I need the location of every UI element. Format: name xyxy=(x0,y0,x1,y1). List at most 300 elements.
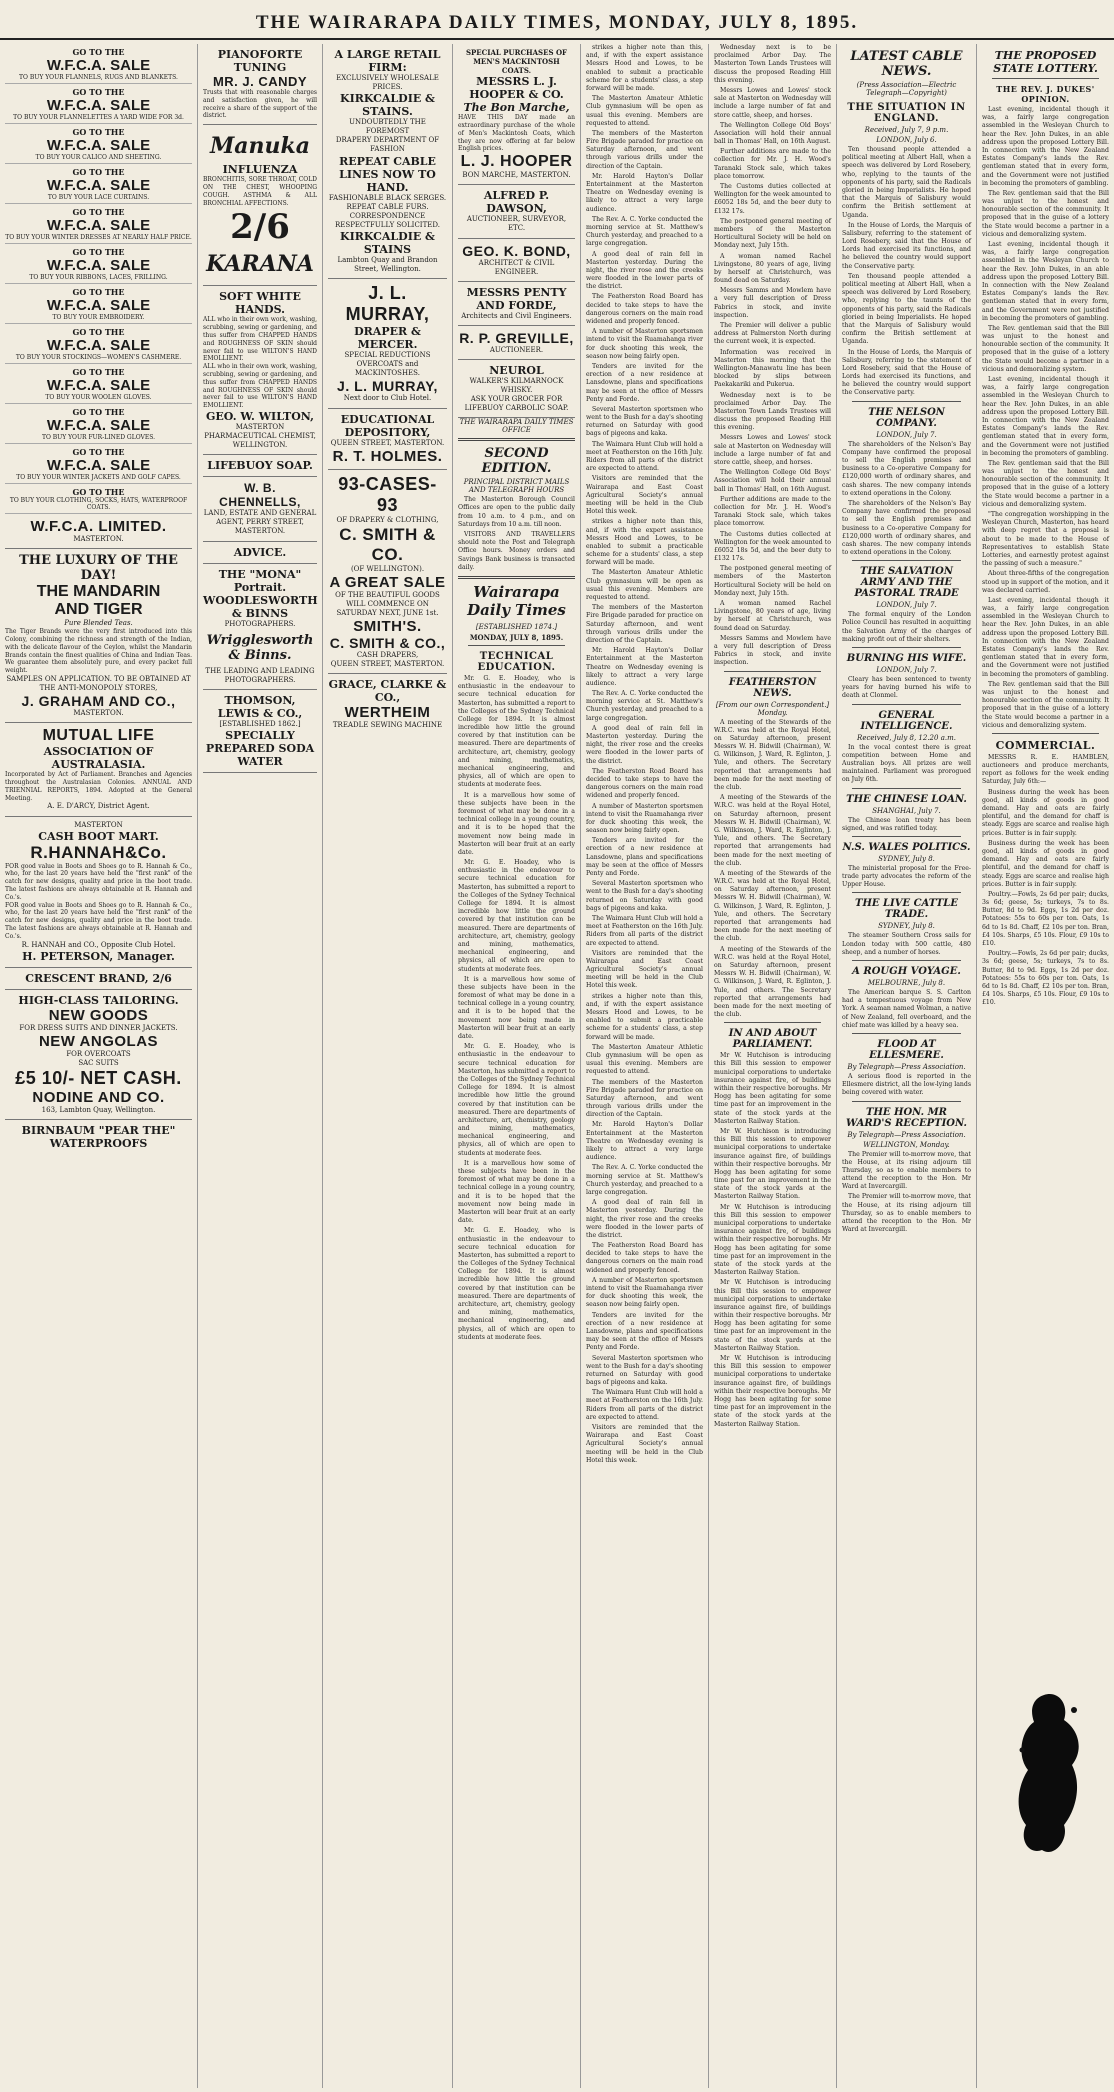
wfca-sale-block xyxy=(5,84,192,124)
article-paragraph: Further additions are made to the collection for Mr. J. H. Wood's Taranaki Stock sale, which takes place tomorrow. xyxy=(714,148,831,180)
second-edition-sub: PRINCIPAL DISTRICT MAILS AND TELEGRAPH HOURS xyxy=(463,478,570,495)
tea-samples: SAMPLES ON APPLICATION. TO BE OBTAINED AT xyxy=(6,674,191,683)
article-paragraph: Messrs Lowes and Lowes' stock sale at Masterton on Wednesday will include a large number of fat and store cattle, sheep, and horses. xyxy=(714,86,831,119)
wfca-sale-block xyxy=(5,364,192,404)
column-1 xyxy=(0,44,198,2088)
woodlesworth-sub: THE LEADING AND LEADING PHOTOGRAPHERS. xyxy=(205,666,315,684)
kirkcaldie-address: Lambton Quay and Brandon Street, Wellington. xyxy=(337,255,438,274)
photographers-label: PHOTOGRAPHERS. xyxy=(224,619,296,628)
ink-blot-stain xyxy=(1014,1690,1084,1860)
column-2 xyxy=(198,44,323,2088)
article-paragraph: A number of Masterton sportsmen intend to visit the Ruamahanga river for duck shooting this week, the season now being fairly open. xyxy=(586,328,703,360)
smith-ad xyxy=(328,470,447,675)
chinese-location: SHANGHAI, July 7. xyxy=(872,806,941,815)
sale-item-line: TO BUY YOUR FLANNELS, RUGS AND BLANKETS. xyxy=(19,74,178,81)
times-office: THE WAIRARAPA DAILY TIMES OFFICE xyxy=(459,418,574,435)
article-paragraph: The members of the Masterton Fire Brigade paraded for practice on Saturday afternoon, and went through various drills under the direction of the Captain. xyxy=(586,1078,703,1119)
neurol-ad xyxy=(458,360,575,418)
chennells-sub: LAND, ESTATE AND GENERAL AGENT, PERRY STREET, MASTERTON. xyxy=(203,509,317,536)
dawson-ad xyxy=(458,185,575,238)
article-paragraph: A woman named Rachel Livingstone, 80 years of age, living by herself at Christchurch, was found dead on Saturday. xyxy=(714,252,831,285)
article-paragraph: It is a marvellous how some of these subjects have been in the foremost of what may be done in a technical college in a young country, and it is to be hoped that the movement now being made in Masterton will bear fruit at an early date. xyxy=(458,1159,575,1225)
sale-item-line: TO BUY YOUR FUR-LINED GLOVES. xyxy=(41,434,156,441)
article-paragraph: Mr. G. E. Hoadey, who is enthusiastic in the endeavour to secure technical education for Masterton, has submitted a report to the Colleges of the Sydney Technical College for 1894. It is almost incredible how little the ground covered by that institution can be measured. There are departments of architecture, art, chemistry, geology and mining, mathematics, mechanical engineering, and physics, all of which are open to students at moderate fees. xyxy=(458,1043,575,1157)
sale-item-line: TO BUY YOUR WINTER DRESSES AT NEARLY HALF PRICE. xyxy=(5,234,192,241)
latest-cable-sub: (Press Association—Electric Telegraph—Copyright) xyxy=(856,81,957,97)
article-paragraph: The Masterton Amateur Athletic Club gymnasium will be open as usual this evening. Members are requested to attend. xyxy=(586,569,703,601)
sale-store-name: W.F.C.A. SALE xyxy=(46,257,151,274)
smith-sub: (OF WELLINGTON). xyxy=(350,564,425,573)
sale-goto-label: GO TO THE xyxy=(72,287,125,297)
wfca-sale-block xyxy=(5,124,192,164)
article-paragraph: The Masterton Amateur Athletic Club gymnasium will be open as usual this evening. Members are requested to attend. xyxy=(586,1043,703,1076)
article-paragraph: A good deal of rain fell in Masterton yesterday. During the night, the river rose and the creeks were flooded in the lower parts of the district. xyxy=(586,1199,703,1239)
thomson-name: THOMSON, LEWIS & CO., xyxy=(217,693,303,720)
manuka-price: 2/6 xyxy=(230,207,290,248)
kirkcaldie-name-2: KIRKCALDIE & STAINS xyxy=(340,229,435,256)
article-paragraph: Information was received in Masterton this morning that the Wellington-Manawatu line has been blocked by slips between Paekakariki and Pukerua. xyxy=(714,348,831,389)
greville-ad xyxy=(458,326,575,360)
commercial-heading: COMMERCIAL. xyxy=(995,738,1096,752)
article-paragraph: The Featherston Road Board has decided to take steps to have the dangerous corners on the main road widened and properly fenced. xyxy=(586,293,703,325)
dukes-heading: THE REV. J. DUKES' OPINION. xyxy=(996,84,1095,104)
sewing-machine: TREADLE SEWING MACHINE xyxy=(332,721,443,730)
grace-ad xyxy=(328,674,447,734)
article-paragraph: Poultry.—Fowls, 2s 6d per pair; ducks, 3s 6d; geese, 5s; turkeys, 7s to 8s. Butter, 8d to 9d. Eggs, 1s 2d per doz. Potatoes: 55s to 60s per ton. Oats, 1s 6d to 1s 8d. Chaff, £2 10s per ton. Bran, £4 10s. Sharps, £5 10s. Flour, £9 10s to £10. xyxy=(982,890,1109,947)
kirkcaldie-name: KIRKCALDIE & STAINS. xyxy=(340,92,435,119)
sale-goto-label: GO TO THE xyxy=(72,47,125,57)
article-paragraph: VISITORS AND TRAVELLERS should note the Post and Telegraph Office hours. Money orders and Savings Bank business is transacted daily. xyxy=(458,531,575,571)
situation-location: LONDON, July 6. xyxy=(876,136,937,144)
article-paragraph: Mr. Harold Hayton's Dollar Entertainment at the Masterton Theatre on Wednesday evening is likely to attract a very large audience. xyxy=(586,647,703,687)
piano-ad xyxy=(203,44,317,125)
murray-address: Next door to Club Hotel. xyxy=(343,394,432,403)
established: [ESTABLISHED 1874.] xyxy=(475,622,558,631)
woodlesworth-footer: Wrigglesworth & Binns. xyxy=(206,632,314,663)
bon-marche: The Bon Marche, xyxy=(463,101,570,115)
karana-logo: KARANA xyxy=(206,251,314,278)
wfca-sale-block xyxy=(5,444,192,484)
hooper-address: BON MARCHE, MASTERTON. xyxy=(462,171,571,180)
article-paragraph: strikes a higher note than this, and, if with the expert assistance Messrs Hood and Lowes, to be enabled to submit a practicable scheme for a students' class, a step forward will be made. xyxy=(586,44,703,92)
wilton-sub: MASTERTON PHARMACEUTICAL CHEMIST, WELLINGTON. xyxy=(204,422,316,450)
article-paragraph: A serious flood is reported in the Ellesmere district, all the low-lying lands being covered with water. xyxy=(842,1072,971,1097)
article-paragraph: In the House of Lords, the Marquis of Salisbury, referring to the statement of Lord Rosebery, said that the House of Lords had exercised its functions, and he believed the country would support the Conservative party. xyxy=(842,348,971,397)
article-paragraph: The Rev. A. C. Yorke conducted the morning service at St. Matthew's Church yesterday, and preached to a large congregation. xyxy=(586,690,703,722)
sale-store-name: W.F.C.A. SALE xyxy=(46,457,151,474)
influenza-label: INFLUENZA xyxy=(222,163,298,177)
lifebuoy-ad xyxy=(203,455,317,477)
smiths-label: SMITH'S. xyxy=(353,618,422,636)
dress-suits: FOR DRESS SUITS AND DINNER JACKETS. xyxy=(19,1023,178,1032)
ward-heading: THE HON. MR WARD'S RECEPTION. xyxy=(846,1106,967,1129)
educational-ad xyxy=(328,409,447,470)
article-paragraph: The Premier will deliver a public address at Palmerston North during the current week, it is expected. xyxy=(714,322,831,346)
article-paragraph: A number of Masterton sportsmen intend to visit the Ruamahanga river for duck shooting this week, the season now being fairly open. xyxy=(586,802,703,835)
piano-title: PIANOFORTE TUNING xyxy=(217,48,303,74)
whisky-name: WALKER'S KILMARNOCK WHISKY. xyxy=(469,376,564,395)
sale-store-name: W.F.C.A. SALE xyxy=(46,417,151,434)
mutual-life-body: Incorporated by Act of Parliament. Branches and Agencies throughout the Australasian Colonies. ANNUAL AND TRIENNIAL REPORTS, 1894. Adopted at the General Meeting. xyxy=(5,771,192,802)
article-paragraph: The members of the Masterton Fire Brigade paraded for practice on Saturday afternoon, and went through various drills under the direction of the Captain. xyxy=(586,129,703,170)
article-paragraph: Ten thousand people attended a political meeting at Albert Hall, when a speech was delivered by Lord Rosebery, who, replying to the taunts of the opponents of his party, said the Radicals gloried in being Imperialists. He hoped that the Marquis of Salisbury would confirm the British settlement at Uganda. xyxy=(842,272,971,346)
repeat-furs: REPEAT CABLE FURS. xyxy=(346,202,429,211)
manuka-ad xyxy=(203,125,317,286)
cases-headline: 93-CASES-93 xyxy=(338,473,437,515)
smith-cash-drapers: CASH DRAPERS, xyxy=(356,651,419,660)
sale-store-name: W.F.C.A. SALE xyxy=(46,337,151,354)
tailoring-title: HIGH-CLASS TAILORING. xyxy=(18,993,179,1007)
bond-sub: ARCHITECT & CIVIL ENGINEER. xyxy=(478,258,555,276)
wfca-sale-block xyxy=(5,204,192,244)
article-paragraph: strikes a higher note than this, and, if with the expert assistance Messrs Hood and Lowes, to be enabled to submit a practicable scheme for a students' class, a step forward will be made. xyxy=(586,992,703,1041)
sale-item-line: TO BUY YOUR WOOLEN GLOVES. xyxy=(45,394,152,401)
article-paragraph: Mr. Harold Hayton's Dollar Entertainment at the Masterton Theatre on Wednesday evening is likely to attract a very large audience. xyxy=(586,1121,703,1162)
candy-name: MR. J. CANDY xyxy=(212,74,308,89)
smith-address: QUEEN STREET, MASTERTON. xyxy=(330,660,445,669)
article-paragraph: Mr. G. E. Hoadey, who is enthusiastic in the endeavour to secure technical education for Masterton, has submitted a report to the Colleges of the Sydney Technical College for 1894. It is almost incredible how little the ground covered by that institution can be measured. There are departments of architecture, art, chemistry, geology and mining, mathematics, mechanical engineering, and physics, all of which are open to students at moderate fees. xyxy=(458,859,575,973)
sale-item-line: TO BUY YOUR FLANNELETTES A YARD WIDE FOR 3d. xyxy=(13,114,184,121)
tea-store: THE ANTI-MONOPOLY STORES, xyxy=(39,684,158,693)
mutual-life-title: MUTUAL LIFE xyxy=(42,727,155,745)
repeat-cable: REPEAT CABLE LINES NOW TO HAND. xyxy=(339,154,436,194)
tailoring-ad xyxy=(5,990,192,1120)
situation-heading: THE SITUATION IN ENGLAND. xyxy=(847,102,966,124)
sale-goto-label: GO TO THE xyxy=(72,207,125,217)
holmes-name: R. T. HOLMES. xyxy=(332,447,443,465)
general-date: Received, July 8, 12.20 a.m. xyxy=(857,733,956,742)
latest-cable-heading: LATEST CABLE NEWS. xyxy=(850,49,963,79)
burning-heading: BURNING HIS WIFE. xyxy=(846,653,967,664)
newspaper-title: THE WAIRARAPA DAILY TIMES, MONDAY, JULY 8, 1895. xyxy=(255,12,859,33)
article-paragraph: The Featherston Road Board has decided to take steps to have the dangerous corners on the main road widened and properly fenced. xyxy=(586,1242,703,1274)
article-paragraph: About three-fifths of the congregation stood up in support of the motion, and it was declared carried. xyxy=(982,570,1109,594)
article-paragraph: A good deal of rain fell in Masterton yesterday. During the night, the river rose and the creeks were flooded in the lower parts of the district. xyxy=(586,724,703,765)
wfca-sale-block xyxy=(5,244,192,284)
article-paragraph: Visitors are reminded that the Wairarapa and East Coast Agricultural Society's annual meeting will be held in the Club Hotel this week. xyxy=(586,949,703,990)
column-5 xyxy=(581,44,709,2088)
sale-item-line: TO BUY YOUR CALICO AND SHEETING. xyxy=(35,154,162,161)
article-paragraph: Mr. G. E. Hoadey, who is enthusiastic in the endeavour to secure technical education for Masterton, has submitted a report to the Colleges of the Sydney Technical College for 1894. It is almost incredible how little the ground covered by that institution can be measured. There are departments of architecture, art, chemistry, geology and mining, mathematics, mechanical engineering, and physics, all of which are open to students at moderate fees. xyxy=(458,1227,575,1341)
advice-title: ADVICE. xyxy=(233,545,287,559)
article-paragraph: The Premier will to-morrow move, that the House, at its rising adjourn till Thursday, so as to enable members to attend the reception to the Hon. Mr Ward at Invercargill. xyxy=(842,1150,971,1191)
article-paragraph: The ministerial proposal for the Free-trade party advocates the reform of the Upper House. xyxy=(842,864,971,889)
wfca-sale-block xyxy=(5,44,192,84)
hannah-contact: R. HANNAH and CO., Opposite Club Hotel. xyxy=(21,940,176,949)
article-paragraph: strikes a higher note than this, and, if with the expert assistance Messrs Hood and Lowes, to be enabled to submit a practicable scheme for a students' class, a step forward will be made. xyxy=(586,518,703,567)
manuka-logo: Manuka xyxy=(209,133,311,160)
tea-ad xyxy=(5,549,192,723)
parliament-heading: IN AND ABOUT PARLIAMENT. xyxy=(728,1028,817,1051)
article-paragraph: Business during the week has been good, all kinds of goods in good demand. Hay and oats are fairly plentiful, and the demand for chaff is steady. Eggs are scarce and realise high prices. Butter is in fair supply. xyxy=(982,839,1109,888)
tea-title-line2: AND TIGER xyxy=(54,601,143,619)
general-heading: GENERAL INTELLIGENCE. xyxy=(860,709,953,732)
hannah-body-repeat: FOR good value in Boots and Shoes go to R. Hannah & Co., who, for the last 20 years have held the "first rank" of the catch for new designs, quality and price in the boot trade. The latest fashions are always obtainable at R. Hannah and Co.'s. xyxy=(5,901,192,940)
tea-body: The Tiger Brands were the very first introduced into this Colony, combining the richness and strength of the Indian, with the delicate flavour of the Ceylon, whilst the Mandarin Brands contain the finest qualities of China and Indian Teas. We guarantee them absolutely pure, and every packet full weight. xyxy=(5,628,192,675)
soft-hands-body: ALL who in their own work, washing, scrubbing, sewing or gardening, and thus suffer from CHAPPED HANDS and ROUGHNESS OF SKIN should never fail to use WILTON'S HAND EMOLLIENT. xyxy=(203,316,317,363)
article-paragraph: Mr W. Hutchison is introducing this Bill this session to empower municipal corporations to undertake insurance against fire, of buildings within their respective boroughs. Mr Hogg has been agitating for some time past for an improvement in the state of the stock yards at the Masterton Railway Station. xyxy=(714,1279,831,1352)
woodlesworth-name: WOODLESWORTH & BINNS xyxy=(203,593,318,620)
column-4 xyxy=(453,44,581,2088)
chennells-name: W. B. CHENNELLS, xyxy=(219,481,301,510)
lifebuoy-title: LIFEBUOY SOAP. xyxy=(207,459,313,473)
beautiful-goods: OF THE BEAUTIFUL GOODS WILL COMMENCE ON SATURDAY NEXT, JUNE 1st. xyxy=(335,590,440,617)
article-paragraph: The Wellington College Old Boys' Association will hold their annual ball in Thomas' Hall, on 16th August. xyxy=(714,121,831,146)
article-paragraph: Poultry.—Fowls, 2s 6d per pair; ducks, 3s 6d; geese, 5s; turkeys, 7s to 8s. Butter, 8d to 9d. Eggs, 1s 2d per doz. Potatoes: 55s to 60s per ton. Oats, 1s 6d to 1s 8d. Chaff, £2 10s per ton. Bran, £4 10s. Sharps, £5 10s. Flour, £9 10s to £10. xyxy=(982,950,1109,1007)
article-paragraph: The formal enquiry of the London Police Council has resulted in acquitting the Salvation Army of the charges of making profit out of their shelters. xyxy=(842,611,971,643)
article-paragraph: Mr W. Hutchison is introducing this Bill this session to empower municipal corporations to undertake insurance against fire, of buildings within their respective boroughs. Mr Hogg has been agitating for some time past for an improvement in the state of the stock yards at the Masterton Railway Station. xyxy=(714,1127,831,1201)
nodine-name: NODINE AND CO. xyxy=(32,1088,165,1106)
murray-draper: DRAPER & MERCER. xyxy=(354,325,421,352)
chinese-heading: THE CHINESE LOAN. xyxy=(846,793,967,805)
article-paragraph: A good deal of rain fell in Masterton yesterday. During the night, the river rose and the creeks were flooded in the lower parts of the district. xyxy=(586,250,703,291)
great-sale: A GREAT SALE xyxy=(329,573,446,591)
sale-item-line: TO BUY YOUR STOCKINGS—WOMEN'S CASHMERE. xyxy=(15,354,182,361)
featherston-sub: [From our own Correspondent.] Monday. xyxy=(715,700,830,717)
wfca-limited-ad xyxy=(5,514,192,549)
wilton-name: GEO. W. WILTON, xyxy=(206,409,314,423)
sale-item-line: TO BUY YOUR CLOTHING, SOCKS, HATS, WATERPROOF COATS. xyxy=(9,497,188,511)
sale-goto-label: GO TO THE xyxy=(72,87,125,97)
crescent-brand: CRESCENT BRAND, 2/6 xyxy=(25,971,172,985)
article-paragraph: In the vocal contest there is great competition between Home and Australian boys. All prizes are well maintained. Parliament was prorogued on July 6th. xyxy=(842,743,971,784)
sac-suits-price: £5 10/- NET CASH. xyxy=(15,1067,182,1088)
murray-overcoats: OVERCOATS and MACKINTOSHES. xyxy=(355,360,420,378)
mona-ad xyxy=(203,564,317,690)
sale-goto-label: GO TO THE xyxy=(72,487,125,497)
article-paragraph: Tenders are invited for the erection of a new residence at Lansdowne, plans and specifications may be seen at the office of Messrs Penty and Forde. xyxy=(586,1311,703,1352)
article-paragraph: The Rev. A. C. Yorke conducted the morning service at St. Matthew's Church yesterday, and preached to a large congregation. xyxy=(586,1164,703,1196)
sale-item-line: TO BUY YOUR RIBBONS, LACES, FRILLING. xyxy=(29,274,168,281)
article-paragraph: The Masterton Amateur Athletic Club gymnasium will be open as usual this evening. Members are requested to attend. xyxy=(586,95,703,127)
article-paragraph: The Waimara Hunt Club will hold a meet at Featherston on the 16th July. Riders from all parts of the district are expected to attend. xyxy=(586,914,703,947)
article-paragraph: The Rev. gentleman said that the Bill was unjust to the honest and honourable section of the community. It proposed that in the guise of a lottery the State would become a partner in a vicious and demoralizing system. xyxy=(982,324,1109,373)
article-paragraph: The Waimara Hunt Club will hold a meet at Featherston on the 16th July. Riders from all parts of the district are expected to attend. xyxy=(586,1389,703,1421)
soft-hands-body-repeat: ALL who in their own work, washing, scrubbing, sewing or gardening, and thus suffer from CHAPPED HANDS and ROUGHNESS OF SKIN should never fail to use WILTON'S HAND EMOLLIENT. xyxy=(203,363,317,410)
article-paragraph: Last evening, incidental though it was, a fairly large congregation assembled in the Wesleyan Church to hear the Rev. John Dukes, in an able address upon the proposed Lottery Bill. In connection with the New Zealand Estates Company's lands the Rev. gentleman stated that in every form, and the Government were not justified in becoming the promoters of gambling. xyxy=(982,241,1109,322)
soft-hands-title: SOFT WHITE HANDS. xyxy=(219,290,301,317)
voyage-location: MELBOURNE, July 8. xyxy=(867,979,946,987)
sale-goto-label: GO TO THE xyxy=(72,407,125,417)
article-paragraph: It is a marvellous how some of these subjects have been in the foremost of what may be done in a technical college in a young country, and it is to be hoped that the movement now being made in Masterton will bear fruit at an early date. xyxy=(458,791,575,856)
sale-goto-label: GO TO THE xyxy=(72,447,125,457)
cattle-heading: THE LIVE CATTLE TRADE. xyxy=(855,898,958,921)
second-edition: SECOND EDITION. xyxy=(481,446,552,477)
penty-ad xyxy=(458,282,575,326)
birnbaum-ad xyxy=(5,1120,192,1154)
graham-name: J. GRAHAM AND CO., xyxy=(21,693,176,710)
dawson-sub: AUCTIONEER, SURVEYOR, ETC. xyxy=(466,215,567,233)
article-paragraph: Several Masterton sportsmen who went to the Bush for a day's shooting returned on Saturday with good bags of pigeons and kaka. xyxy=(586,880,703,912)
greville-name: R. P. GREVILLE, xyxy=(459,329,574,346)
nelson-location: LONDON, July 7. xyxy=(876,430,937,439)
flood-heading: FLOOD AT ELLESMERE. xyxy=(869,1038,944,1061)
wfca-sale-block xyxy=(5,164,192,204)
neurol-name: NEUROL xyxy=(489,363,544,377)
educational-title: EDUCATIONAL DEPOSITORY, xyxy=(340,412,435,439)
article-paragraph: Wednesday next is to be proclaimed Arbor Day. The Masterton Town Lands Trustees will discuss the proposed Reading Hill this evening. xyxy=(714,44,831,84)
sale-store-name: W.F.C.A. SALE xyxy=(46,377,151,394)
article-paragraph: "The congregation worshipping in the Wesleyan Church, Masterton, has heard with deep regret that a proposal is about to be made to the House of Representatives to establish State Lotteries, and earnestly protest against the passing of such a measure." xyxy=(982,511,1109,568)
nodine-address: 163, Lambton Quay, Wellington. xyxy=(41,1105,156,1114)
birnbaum-title: BIRNBAUM "PEAR THE" WATERPROOFS xyxy=(21,1124,176,1151)
article-paragraph: It is a marvellous how some of these subjects have been in the foremost of what may be done in a technical college in a young country, and it is to be hoped that the movement now being made in Masterton will bear fruit at an early date. xyxy=(458,975,575,1041)
article-paragraph: Ten thousand people attended a political meeting at Albert Hall, when a speech was delivered by Lord Rosebery, who, replying to the taunts of the opponents of his party, said the Radicals gloried in being Imperialists. He hoped that the Marquis of Salisbury would confirm the British settlement at Uganda. xyxy=(842,146,971,219)
article-paragraph: The Rev. A. C. Yorke conducted the morning service at St. Matthew's Church yesterday, and preached to a large congregation. xyxy=(586,215,703,248)
correspondence: CORRESPONDENCE RESPECTFULLY SOLICITED. xyxy=(335,211,440,229)
issue-date: MONDAY, JULY 8, 1895. xyxy=(469,632,564,642)
article-paragraph: The postponed general meeting of members of the Masterton Horticultural Society will be held on Monday next, July 15th. xyxy=(714,565,831,597)
educational-address: QUEEN STREET, MASTERTON. xyxy=(330,438,445,447)
soft-hands-ad xyxy=(203,286,317,455)
large-retail: A LARGE RETAIL FIRM: xyxy=(334,48,441,74)
article-paragraph: Cleary has been sentenced to twenty years for having burned his wife to death at Clonmel. xyxy=(842,676,971,700)
grace-name: GRACE, CLARKE & CO., xyxy=(328,678,447,705)
article-paragraph: The Customs duties collected at Wellington for the week amounted to £6052 18s 5d, and the beer duty to £132 17s. xyxy=(714,183,831,215)
crescent-ad xyxy=(5,968,192,990)
wfca-sale-block xyxy=(5,284,192,324)
article-paragraph: The members of the Masterton Fire Brigade paraded for practice on Saturday afternoon, and went through various drills under the direction of the Captain. xyxy=(586,604,703,644)
sale-goto-label: GO TO THE xyxy=(72,247,125,257)
article-paragraph: In the House of Lords, the Marquis of Salisbury, referring to the statement of Lord Rosebery, said that the House of Lords had exercised its functions, and he believed the country would support the Conservative party. xyxy=(842,221,971,270)
kirkcaldie-ad xyxy=(328,44,447,279)
article-paragraph: Several Masterton sportsmen who went to the Bush for a day's shooting returned on Saturday with good bags of pigeons and kaka. xyxy=(586,405,703,438)
wfca-sale-block xyxy=(5,484,192,514)
hannah-body: FOR good value in Boots and Shoes go to R. Hannah & Co., who, for the last 20 years have held the "first rank" of the catch for new designs, quality and price in the boot trade. The latest fashions are always obtainable at R. Hannah and Co.'s. xyxy=(5,862,192,901)
undoubtedly: UNDOUBTEDLY THE FOREMOST xyxy=(349,118,426,136)
sale-store-name: W.F.C.A. SALE xyxy=(46,297,151,314)
hannah-title: CASH BOOT MART. xyxy=(38,829,159,843)
new-goods: NEW GOODS xyxy=(48,1006,149,1024)
thomson-ad xyxy=(203,690,317,773)
sale-store-name: W.F.C.A. SALE xyxy=(46,137,151,154)
hannah-ad xyxy=(5,817,192,968)
sale-goto-label: GO TO THE xyxy=(72,367,125,377)
sale-store-name: W.F.C.A. SALE xyxy=(46,217,151,234)
wfca-limited-town: MASTERTON. xyxy=(73,535,124,543)
bond-ad xyxy=(458,239,575,282)
article-paragraph: The American barque S. S. Carlton had a tempestuous voyage from New York. A seaman named Wolman, a native of New Zealand, fell overboard, and the chief mate was killed by a heavy sea. xyxy=(842,989,971,1029)
article-paragraph: The Premier will to-morrow move, that the House, at its rising adjourn till Thursday, so as to enable members to attend the reception to the Hon. Mr Ward at Invercargill. xyxy=(842,1193,971,1234)
burning-location: LONDON, July 7. xyxy=(876,666,937,674)
article-paragraph: Tenders are invited for the erection of a new residence at Lansdowne, plans and specifications may be seen at the office of Messrs Penty and Forde. xyxy=(586,837,703,877)
masthead xyxy=(0,0,1114,40)
sac-suits: SAC SUITS xyxy=(78,1058,119,1067)
article-paragraph: MESSRS R. E. HAMBLEN, auctioneers and produce merchants, report as follows for the week ending Saturday, July 6th:— xyxy=(982,753,1109,786)
nelson-heading: THE NELSON COMPANY. xyxy=(868,406,945,429)
column-7 xyxy=(837,44,977,2088)
flood-sub: By Telegraph—Press Association. xyxy=(847,1062,966,1071)
ward-location: WELLINGTON, Monday. xyxy=(863,1140,950,1149)
article-paragraph: Visitors are reminded that the Wairarapa and East Coast Agricultural Society's annual meeting will be held in the Club Hotel this week. xyxy=(586,475,703,516)
hannah-manager: H. PETERSON, Manager. xyxy=(22,949,175,963)
article-paragraph: The Waimara Hunt Club will hold a meet at Featherston on the 16th July. Riders from all parts of the district are expected to attend. xyxy=(586,440,703,473)
article-paragraph: Last evening, incidental though it was, a fairly large congregation assembled in the Wesleyan Church to hear the Rev. John Dukes, in an able address upon the proposed Lottery Bill. In connection with the New Zealand Estates Company's lands the Rev. gentleman stated that in every form, and the Government were not justified in becoming the promoters of gambling. xyxy=(982,106,1109,187)
article-paragraph: Mr. G. E. Hoadey, who is enthusiastic in the endeavour to secure technical education for Masterton, has submitted a report to the Colleges of the Sydney Technical College for 1894. It is almost incredible how little the ground covered by that institution can be measured. There are departments of architecture, art, chemistry, geology and mining, mathematics, mechanical engineering, and physics, all of which are open to students at moderate fees. xyxy=(458,674,575,789)
article-paragraph: A meeting of the Stewards of the W.R.C. was held at the Royal Hotel, on Saturday afternoon, present Messrs W. H. Bidwill (Chairman), W. G. Wilkinson, J. Ward, R. Eglinton, J. Yule, and others. The Secretary reported that arrangements had been made for the next meeting of the club. xyxy=(714,718,831,791)
greville-sub: AUCTIONEER. xyxy=(489,345,544,354)
murray-name-2: J. L. MURRAY, xyxy=(337,378,438,395)
thomson-est: [ESTABLISHED 1862.] xyxy=(219,719,301,728)
sale-item-line: TO BUY YOUR LACE CURTAINS. xyxy=(47,194,150,201)
mutual-life-agent: A. E. D'ARCY, District Agent. xyxy=(47,802,150,811)
article-paragraph: The Rev. gentleman said that the Bill was unjust to the honest and honourable section of the community. It proposed that in the guise of a lottery the State would become a partner in a vicious and demoralizing system. xyxy=(982,680,1109,729)
wfca-sale-block xyxy=(5,324,192,364)
article-paragraph: Mr. Harold Hayton's Dollar Entertainment at the Masterton Theatre on Wednesday evening is likely to attract a very large audience. xyxy=(586,172,703,213)
sale-goto-label: GO TO THE xyxy=(72,327,125,337)
murray-name: J. L. MURRAY, xyxy=(345,283,430,325)
nsw-heading: N.S. WALES POLITICS. xyxy=(842,841,971,853)
sale-store-name: W.F.C.A. SALE xyxy=(46,177,151,194)
candy-body: Trusts that with reasonable charges and satisfaction given, he will receive a share of the support of the district. xyxy=(203,89,317,120)
hannah-name: R.HANNAH&Co. xyxy=(30,842,167,862)
advice-ad xyxy=(203,542,317,564)
article-paragraph: Mr W. Hutchison is introducing this Bill this session to empower municipal corporations to undertake insurance against fire, of buildings within their respective boroughs. Mr Hogg has been agitating for some time past for an improvement in the state of the stock yards at the Masterton Railway Station. xyxy=(714,1355,831,1428)
article-paragraph: The Masterton Borough Council Offices are open to the public daily from 10 a.m. to 4 p.m., and on Saturdays from 10 a.m. till noon. xyxy=(458,496,575,528)
article-paragraph: Visitors are reminded that the Wairarapa and East Coast Agricultural Society's annual meeting will be held in the Club Hotel this week. xyxy=(586,1424,703,1464)
ward-sub: By Telegraph—Press Association. xyxy=(847,1130,966,1139)
black-serges: FASHIONABLE BLACK SERGES. xyxy=(328,193,447,202)
luxury-headline: THE LUXURY OF THE DAY! xyxy=(19,553,178,584)
article-paragraph: The Wellington College Old Boys' Association will hold their annual ball in Thomas' Hall, on 16th August. xyxy=(714,469,831,493)
article-paragraph: Mr W. Hutchison is introducing this Bill this session to empower municipal corporations to undertake insurance against fire, of buildings within their respective boroughs. Mr Hogg has been agitating for some time past for an improvement in the state of the stock yards at the Masterton Railway Station. xyxy=(714,1203,831,1277)
cattle-location: SYDNEY, July 8. xyxy=(878,922,935,931)
article-paragraph: Messrs Lowes and Lowes' stock sale at Masterton on Wednesday will include a large number of fat and store cattle, sheep, and horses. xyxy=(714,434,831,466)
graham-town: MASTERTON. xyxy=(73,709,124,718)
salvation-heading: THE SALVATION ARMY AND THE PASTORAL TRADE xyxy=(854,566,959,600)
wertheim-name: WERTHEIM xyxy=(344,704,431,722)
article-paragraph: The Rev. gentleman said that the Bill was unjust to the honest and honourable section of the community. It proposed that in the guise of a lottery the State would become a partner in a vicious and demoralizing system. xyxy=(982,459,1109,508)
penty-name: MESSRS PENTY AND FORDE, xyxy=(466,285,567,312)
article-paragraph: A meeting of the Stewards of the W.R.C. was held at the Royal Hotel, on Saturday afternoon, present Messrs W. H. Bidwill (Chairman), W. G. Wilkinson, J. Ward, R. Eglinton, J. Yule, and others. The Secretary reported that arrangements had been made for the next meeting of the club. xyxy=(714,869,831,943)
small-masthead: Wairarapa Daily Times xyxy=(467,582,566,619)
special-purchases: SPECIAL PURCHASES OF MEN'S MACKINTOSH COATS. xyxy=(465,48,568,76)
article-paragraph: Tenders are invited for the erection of a new residence at Lansdowne, plans and specifications may be seen at the office of Messrs Penty and Forde. xyxy=(586,362,703,403)
drapery-dept: DRAPERY DEPARTMENT OF FASHION xyxy=(335,136,440,154)
hooper-body: HAVE THIS DAY made an extraordinary purchase of the whole of Men's Mackintosh Coats, which they are now offering at far below English prices. xyxy=(458,114,575,153)
column-6 xyxy=(709,44,837,2088)
column-3 xyxy=(323,44,453,2088)
tea-title-line1: THE MANDARIN xyxy=(36,583,161,601)
article-paragraph: Last evening, incidental though it was, a fairly large congregation assembled in the Wesleyan Church to hear the Rev. John Dukes, in an able address upon the proposed Lottery Bill. In connection with the New Zealand Estates Company's lands the Rev. gentleman stated that in every form, and the Government were not justified in becoming the promoters of gambling. xyxy=(982,596,1109,678)
salvation-location: LONDON, July 7. xyxy=(876,601,937,610)
mutual-life-subtitle: ASSOCIATION OF AUSTRALASIA. xyxy=(43,745,154,772)
lottery-heading: THE PROPOSED STATE LOTTERY. xyxy=(993,49,1098,75)
sale-goto-label: GO TO THE xyxy=(72,127,125,137)
overcoats: FOR OVERCOATS xyxy=(66,1049,131,1058)
article-paragraph: A number of Masterton sportsmen intend to visit the Ruamahanga river for duck shooting this week, the season now being fairly open. xyxy=(586,1276,703,1309)
smith-name-2: C. SMITH & CO., xyxy=(329,635,446,652)
featherston-heading: FEATHERSTON NEWS. xyxy=(728,676,817,699)
article-paragraph: Business during the week has been good, all kinds of goods in good demand. Hay and oats are fairly plentiful, and the demand for chaff is steady. Eggs are scarce and realise high prices. Butter is in fair supply. xyxy=(982,788,1109,837)
article-paragraph: The Featherston Road Board has decided to take steps to have the dangerous corners on the main road widened and properly fenced. xyxy=(586,767,703,800)
tea-subtitle: Pure Blended Teas. xyxy=(64,619,133,628)
hooper-ad xyxy=(458,44,575,185)
sale-store-name: W.F.C.A. SALE xyxy=(46,57,151,74)
murray-special: SPECIAL REDUCTIONS xyxy=(344,351,431,360)
soda-water: SPECIALLY PREPARED SODA WATER xyxy=(205,728,315,768)
article-paragraph: Wednesday next is to be proclaimed Arbor Day. The Masterton Town Lands Trustees will discuss the proposed Reading Hill this evening. xyxy=(714,391,831,432)
article-paragraph: A woman named Rachel Livingstone, 80 years of age, living by herself at Christchurch, was found dead on Saturday. xyxy=(714,600,831,632)
smith-name: C. SMITH & CO. xyxy=(339,524,436,564)
article-paragraph: Messrs Samms and Mowlem have a very full description of Dress Fabrics in stock, and invite inspection. xyxy=(714,287,831,319)
penty-sub: Architects and Civil Engineers. xyxy=(461,311,572,320)
wfca-sale-block xyxy=(5,404,192,444)
nsw-location: SYDNEY, July 8. xyxy=(878,854,935,863)
technical-education-heading: TECHNICAL EDUCATION. xyxy=(477,650,556,673)
article-paragraph: The steamer Southern Cross sails for London today with 500 cattle, 480 sheep, and a number of horses. xyxy=(842,932,971,956)
chennells-ad xyxy=(203,477,317,541)
